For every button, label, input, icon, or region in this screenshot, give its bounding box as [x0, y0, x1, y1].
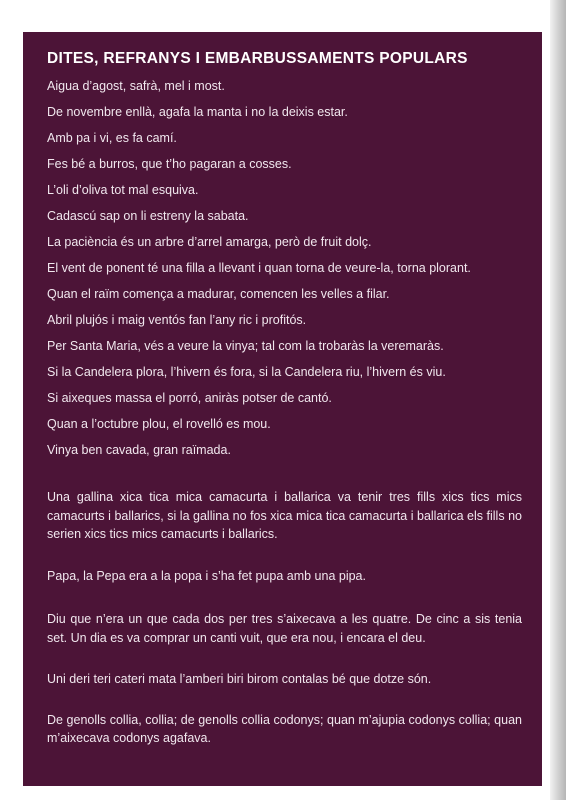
tongue-twister-paragraph: De genolls collia, collia; de genolls collia codonys; quan m’ajupia codonys collia; quan m’aixecava codonys agafava.: [47, 712, 522, 745]
saying-item: Si la Candelera plora, l’hivern és fora, si la Candelera riu, l’hivern és viu.: [47, 365, 446, 379]
page-edge: [550, 0, 566, 800]
saying-item: Per Santa Maria, vés a veure la vinya; tal com la trobaràs la veremaràs.: [47, 339, 444, 353]
saying-item: L’oli d’oliva tot mal esquiva.: [47, 183, 199, 197]
tongue-twister-paragraph: Una gallina xica tica mica camacurta i ballarica va tenir tres fills xics tics mics camacurts i ballarics, si la gallina no fos xica mica tica camacurta i ballarica els fills no serien xics tics mics camacurts i ballarics.: [47, 490, 522, 541]
saying-item: Fes bé a burros, que t’ho pagaran a cosses.: [47, 157, 292, 171]
tongue-twister-paragraph: Uni deri teri cateri mata l’amberi biri birom contalas bé que dotze són.: [47, 672, 432, 686]
content-panel: [23, 32, 542, 786]
tongue-twister-paragraph: Diu que n’era un que cada dos per tres s’aixecava a les quatre. De cinc a sis tenia set. Un dia es va comprar un canti vuit, que era nou, i encara el deu.: [47, 612, 522, 645]
saying-item: La paciència és un arbre d’arrel amarga, però de fruit dolç.: [47, 235, 372, 249]
page-title: DITES, REFRANYS I EMBARBUSSAMENTS POPULARS: [47, 50, 468, 67]
saying-item: Cadascú sap on li estreny la sabata.: [47, 209, 249, 223]
saying-item: Amb pa i vi, es fa camí.: [47, 131, 177, 145]
saying-item: Quan el raïm comença a madurar, comencen les velles a filar.: [47, 287, 390, 301]
saying-item: De novembre enllà, agafa la manta i no la deixis estar.: [47, 105, 348, 119]
saying-item: Quan a l’octubre plou, el rovelló es mou.: [47, 417, 271, 431]
tongue-twister-paragraph: Papa, la Pepa era a la popa i s’ha fet pupa amb una pipa.: [47, 568, 366, 583]
sayings-list: [47, 79, 522, 469]
saying-item: Abril plujós i maig ventós fan l’any ric i profitós.: [47, 313, 307, 327]
saying-item: Aigua d’agost, safrà, mel i most.: [47, 79, 225, 93]
saying-item: Si aixeques massa el porró, aniràs potser de cantó.: [47, 391, 332, 405]
saying-item: El vent de ponent té una filla a llevant i quan torna de veure-la, torna plorant.: [47, 261, 471, 275]
saying-item: Vinya ben cavada, gran raïmada.: [47, 443, 231, 457]
